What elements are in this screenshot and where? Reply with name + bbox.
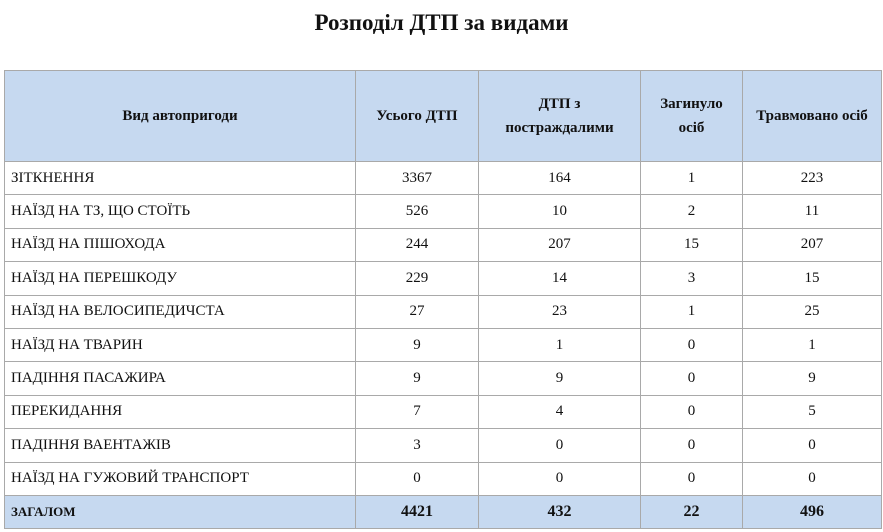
page-title: Розподіл ДТП за видами xyxy=(314,10,569,35)
cell-total: 229 xyxy=(356,262,479,295)
cell-injured-dtp: 207 xyxy=(479,228,641,261)
table-row xyxy=(5,162,882,195)
cell-injured-dtp: 4 xyxy=(479,395,641,428)
cell-injured: 496 xyxy=(743,495,882,528)
cell-killed: 0 xyxy=(641,362,743,395)
cell-type: НАЇЗД НА ВЕЛОСИПЕДИЧСТА xyxy=(5,295,356,328)
cell-killed: 1 xyxy=(641,162,743,195)
cell-injured: 25 xyxy=(743,295,882,328)
cell-type: НАЇЗД НА ТЗ, ЩО СТОЇТЬ xyxy=(5,195,356,228)
table-row xyxy=(5,462,882,495)
cell-injured: 9 xyxy=(743,362,882,395)
cell-type: ПАДІННЯ ВАЕНТАЖІВ xyxy=(5,429,356,462)
cell-total: 27 xyxy=(356,295,479,328)
cell-killed: 0 xyxy=(641,429,743,462)
cell-type: НАЇЗД НА ТВАРИН xyxy=(5,328,356,361)
cell-total: 526 xyxy=(356,195,479,228)
cell-killed: 0 xyxy=(641,328,743,361)
cell-injured: 0 xyxy=(743,429,882,462)
cell-total: 244 xyxy=(356,228,479,261)
table-row xyxy=(5,295,882,328)
header-injured-dtp: ДТП з постраждалими xyxy=(479,71,641,162)
cell-killed: 15 xyxy=(641,228,743,261)
cell-type: ПЕРЕКИДАННЯ xyxy=(5,395,356,428)
header-type: Вид автопригоди xyxy=(5,71,356,162)
cell-total: 4421 xyxy=(356,495,479,528)
cell-total: 3367 xyxy=(356,162,479,195)
cell-killed: 1 xyxy=(641,295,743,328)
cell-injured-dtp: 432 xyxy=(479,495,641,528)
header-injured: Травмовано осіб xyxy=(743,71,882,162)
table-row xyxy=(5,228,882,261)
table-row xyxy=(5,262,882,295)
cell-injured-dtp: 1 xyxy=(479,328,641,361)
cell-injured-dtp: 0 xyxy=(479,462,641,495)
cell-total: 9 xyxy=(356,328,479,361)
cell-killed: 3 xyxy=(641,262,743,295)
cell-killed: 2 xyxy=(641,195,743,228)
accident-types-table xyxy=(4,70,882,529)
table-row xyxy=(5,395,882,428)
cell-type: НАЇЗД НА ПІШОХОДА xyxy=(5,228,356,261)
cell-total: 0 xyxy=(356,462,479,495)
cell-injured: 207 xyxy=(743,228,882,261)
cell-injured-dtp: 10 xyxy=(479,195,641,228)
table-row xyxy=(5,362,882,395)
cell-killed: 0 xyxy=(641,462,743,495)
cell-injured: 1 xyxy=(743,328,882,361)
cell-injured-dtp: 164 xyxy=(479,162,641,195)
cell-type: ЗАГАЛОМ xyxy=(5,495,356,528)
table-row xyxy=(5,328,882,361)
total-row xyxy=(5,495,882,528)
cell-injured-dtp: 14 xyxy=(479,262,641,295)
cell-killed: 0 xyxy=(641,395,743,428)
cell-injured: 15 xyxy=(743,262,882,295)
header-killed: Загинуло осіб xyxy=(641,71,743,162)
header-total: Усього ДТП xyxy=(356,71,479,162)
cell-type: НАЇЗД НА ПЕРЕШКОДУ xyxy=(5,262,356,295)
cell-total: 3 xyxy=(356,429,479,462)
cell-injured: 5 xyxy=(743,395,882,428)
table-row xyxy=(5,195,882,228)
cell-injured-dtp: 0 xyxy=(479,429,641,462)
cell-type: ЗІТКНЕННЯ xyxy=(5,162,356,195)
cell-injured-dtp: 23 xyxy=(479,295,641,328)
cell-total: 9 xyxy=(356,362,479,395)
cell-injured: 223 xyxy=(743,162,882,195)
cell-injured-dtp: 9 xyxy=(479,362,641,395)
table-row xyxy=(5,429,882,462)
cell-killed: 22 xyxy=(641,495,743,528)
cell-injured: 11 xyxy=(743,195,882,228)
cell-injured: 0 xyxy=(743,462,882,495)
cell-type: ПАДІННЯ ПАСАЖИРА xyxy=(5,362,356,395)
cell-total: 7 xyxy=(356,395,479,428)
cell-type: НАЇЗД НА ГУЖОВИЙ ТРАНСПОРТ xyxy=(5,462,356,495)
table-header-row xyxy=(5,71,882,162)
